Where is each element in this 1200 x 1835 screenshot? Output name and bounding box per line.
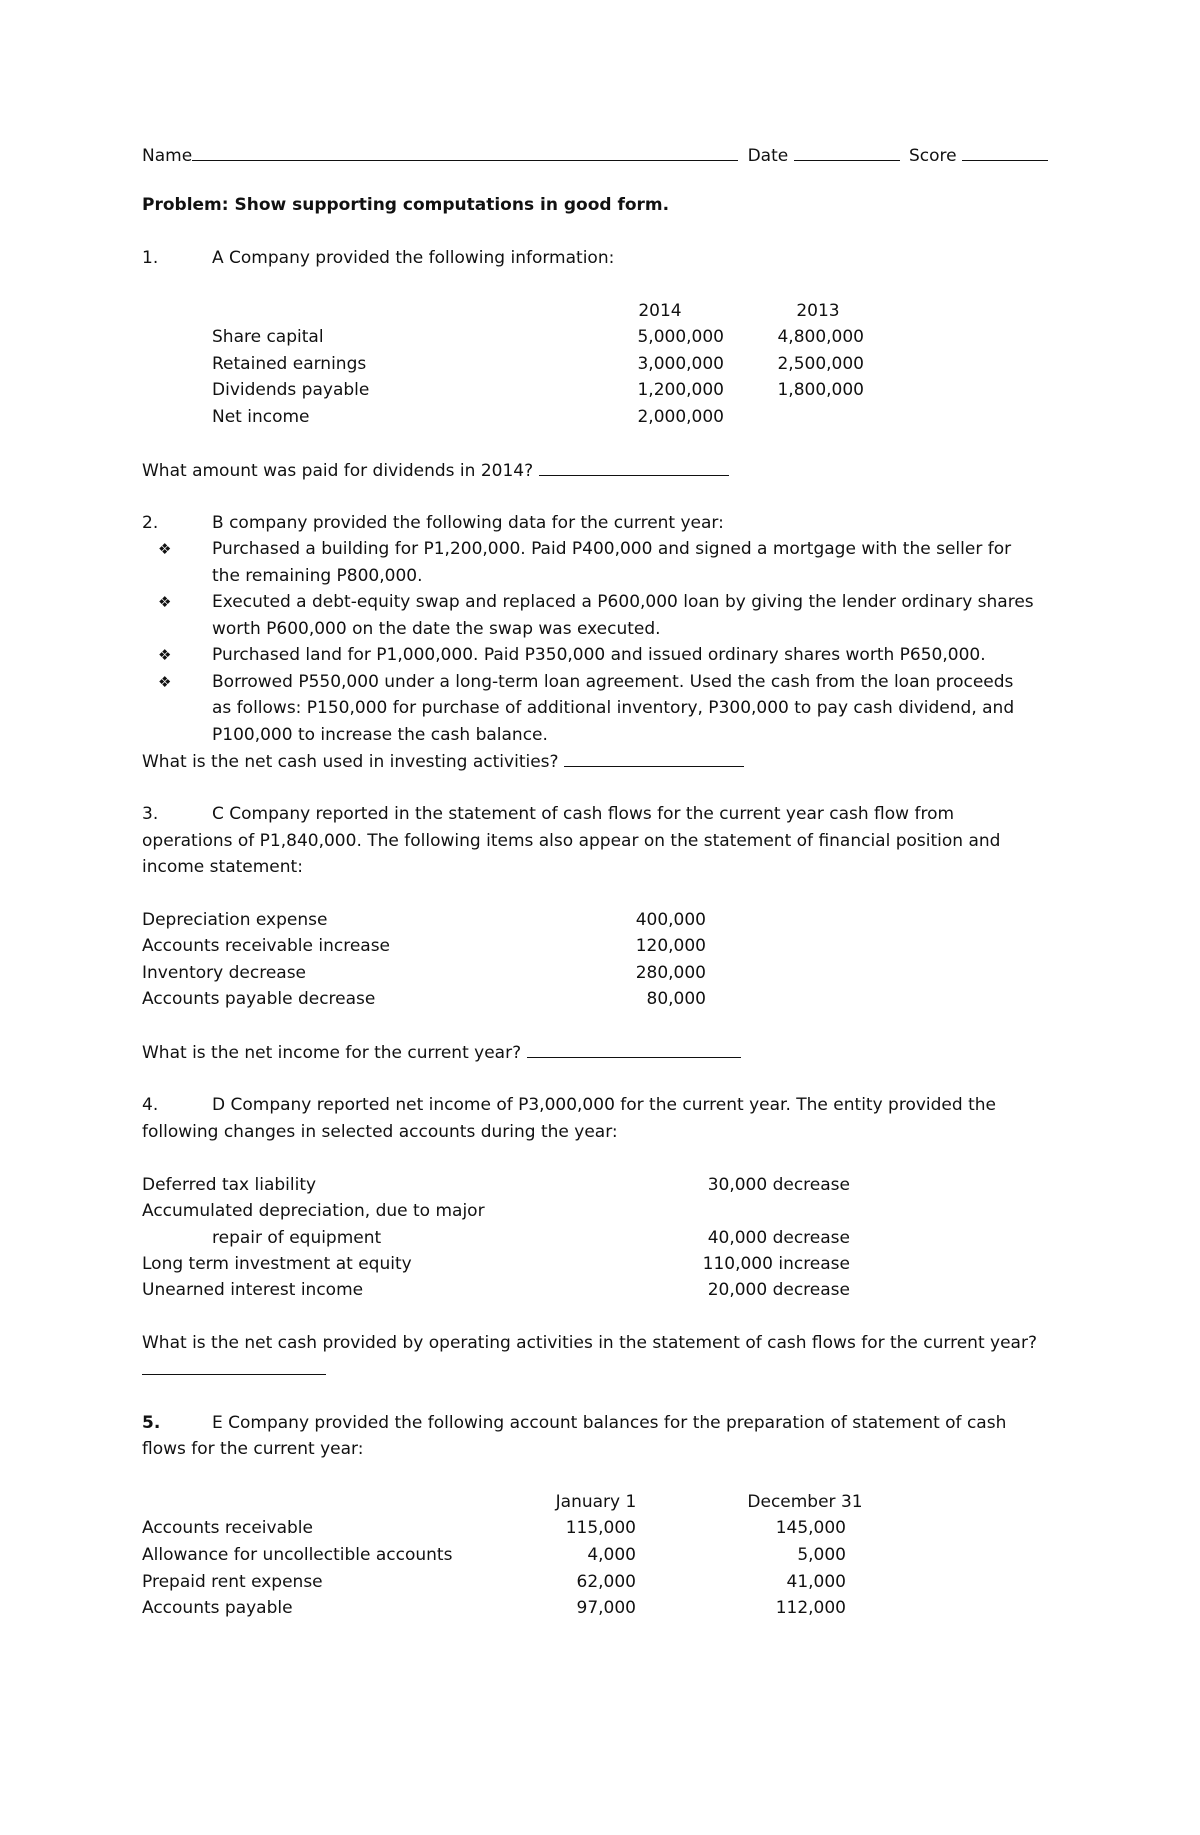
p1-row-label: Dividends payable	[212, 380, 370, 400]
p2-number: 2.	[142, 513, 159, 533]
p3-row-value: 120,000	[635, 936, 706, 956]
p5-row-label: Accounts receivable	[142, 1518, 313, 1538]
p3-row-value: 80,000	[646, 989, 706, 1009]
p1-number: 1.	[142, 248, 159, 268]
diamond-bullet-icon: ❖	[158, 673, 172, 691]
p3-question: What is the net income for the current year?	[142, 1043, 522, 1063]
p5-col-dec: December 31	[747, 1492, 863, 1512]
diamond-bullet-icon: ❖	[158, 540, 172, 558]
p3-row-label: Accounts receivable increase	[142, 936, 391, 956]
p2-question-line	[142, 750, 744, 773]
p1-row-2014: 3,000,000	[637, 354, 724, 374]
p5-row-dec: 145,000	[775, 1518, 846, 1538]
header-line	[142, 144, 1048, 167]
p5-row-jan: 115,000	[565, 1518, 636, 1538]
p3-intro-line: income statement:	[142, 857, 303, 877]
p2-bullet-line: the remaining P800,000.	[212, 566, 423, 586]
p4-number: 4.	[142, 1095, 159, 1115]
p5-col-jan: January 1	[555, 1492, 637, 1512]
p4-row-label: Deferred tax liability	[142, 1175, 317, 1195]
p4-row-value: 110,000 increase	[702, 1254, 850, 1274]
p5-row-jan: 4,000	[587, 1545, 636, 1565]
p5-row-jan: 62,000	[576, 1572, 636, 1592]
p3-intro-line: operations of P1,840,000. The following items also appear on the statement of financial position and	[142, 831, 1001, 851]
p5-row-label: Allowance for uncollectible accounts	[142, 1545, 453, 1565]
p2-bullet-line: Executed a debt-equity swap and replaced a P600,000 loan by giving the lender ordinary shares	[212, 592, 1034, 612]
p2-intro: B company provided the following data for the current year:	[212, 513, 724, 533]
p2-answer-blank[interactable]	[564, 750, 744, 767]
p3-row-label: Inventory decrease	[142, 963, 307, 983]
p4-intro-line: following changes in selected accounts during the year:	[142, 1122, 618, 1142]
p3-row-value: 280,000	[635, 963, 706, 983]
p3-number: 3.	[142, 804, 159, 824]
p2-bullet-line: worth P600,000 on the date the swap was executed.	[212, 619, 661, 639]
date-label: Date	[747, 146, 789, 166]
p1-row-label: Retained earnings	[212, 354, 367, 374]
p4-question: What is the net cash provided by operating activities in the statement of cash flows for the current year?	[142, 1333, 1037, 1353]
instructions: Problem: Show supporting computations in good form.	[142, 195, 670, 215]
p5-intro-line: E Company provided the following account balances for the preparation of statement of cash	[212, 1413, 1007, 1433]
p1-col-2014: 2014	[638, 301, 682, 321]
p4-row-label: Unearned interest income	[142, 1280, 364, 1300]
p2-bullet-line: Purchased a building for P1,200,000. Paid P400,000 and signed a mortgage with the seller for	[212, 539, 1012, 559]
p5-row-dec: 41,000	[786, 1572, 846, 1592]
p1-col-2013: 2013	[796, 301, 840, 321]
p4-answer-blank[interactable]	[142, 1358, 326, 1375]
score-label: Score	[909, 146, 957, 166]
p2-bullet-line: P100,000 to increase the cash balance.	[212, 725, 548, 745]
p1-row-2014: 1,200,000	[637, 380, 724, 400]
p3-row-value: 400,000	[635, 910, 706, 930]
p2-bullet-line: as follows: P150,000 for purchase of additional inventory, P300,000 to pay cash dividend, and	[212, 698, 1015, 718]
p2-question: What is the net cash used in investing activities?	[142, 752, 559, 772]
diamond-bullet-icon: ❖	[158, 593, 172, 611]
p4-row-label: repair of equipment	[212, 1228, 382, 1248]
p4-row-value: 20,000 decrease	[707, 1280, 850, 1300]
p3-row-label: Depreciation expense	[142, 910, 328, 930]
p5-number: 5.	[142, 1413, 161, 1433]
score-blank[interactable]	[962, 144, 1048, 161]
p2-bullet-line: Purchased land for P1,000,000. Paid P350,000 and issued ordinary shares worth P650,000.	[212, 645, 986, 665]
p5-row-dec: 112,000	[775, 1598, 846, 1618]
p1-row-2013: 2,500,000	[777, 354, 864, 374]
p1-row-label: Share capital	[212, 327, 324, 347]
name-blank[interactable]	[192, 144, 738, 161]
p3-answer-blank[interactable]	[527, 1041, 741, 1058]
p4-row-label: Accumulated depreciation, due to major	[142, 1201, 485, 1221]
p4-row-value: 30,000 decrease	[707, 1175, 850, 1195]
p4-intro-line: D Company reported net income of P3,000,000 for the current year. The entity provided the	[212, 1095, 996, 1115]
p4-row-label: Long term investment at equity	[142, 1254, 412, 1274]
p3-intro-line: C Company reported in the statement of cash flows for the current year cash flow from	[212, 804, 955, 824]
p1-row-label: Net income	[212, 407, 310, 427]
p5-row-jan: 97,000	[576, 1598, 636, 1618]
name-label: Name	[142, 146, 193, 166]
p5-intro-line: flows for the current year:	[142, 1439, 364, 1459]
p1-intro: A Company provided the following information:	[212, 248, 615, 268]
p1-answer-blank[interactable]	[539, 459, 729, 476]
p3-row-label: Accounts payable decrease	[142, 989, 376, 1009]
p1-row-2014: 2,000,000	[637, 407, 724, 427]
p1-row-2014: 5,000,000	[637, 327, 724, 347]
p4-row-value: 40,000 decrease	[707, 1228, 850, 1248]
p5-row-label: Accounts payable	[142, 1598, 293, 1618]
p5-row-dec: 5,000	[797, 1545, 846, 1565]
diamond-bullet-icon: ❖	[158, 646, 172, 664]
p1-question: What amount was paid for dividends in 2014?	[142, 461, 534, 481]
p2-bullet-line: Borrowed P550,000 under a long-term loan agreement. Used the cash from the loan proceeds	[212, 672, 1014, 692]
p1-row-2013: 1,800,000	[777, 380, 864, 400]
p1-row-2013: 4,800,000	[777, 327, 864, 347]
date-blank[interactable]	[794, 144, 900, 161]
p4-answer-line	[142, 1358, 326, 1381]
p1-question-line	[142, 459, 729, 482]
p3-question-line	[142, 1041, 741, 1064]
p5-row-label: Prepaid rent expense	[142, 1572, 323, 1592]
